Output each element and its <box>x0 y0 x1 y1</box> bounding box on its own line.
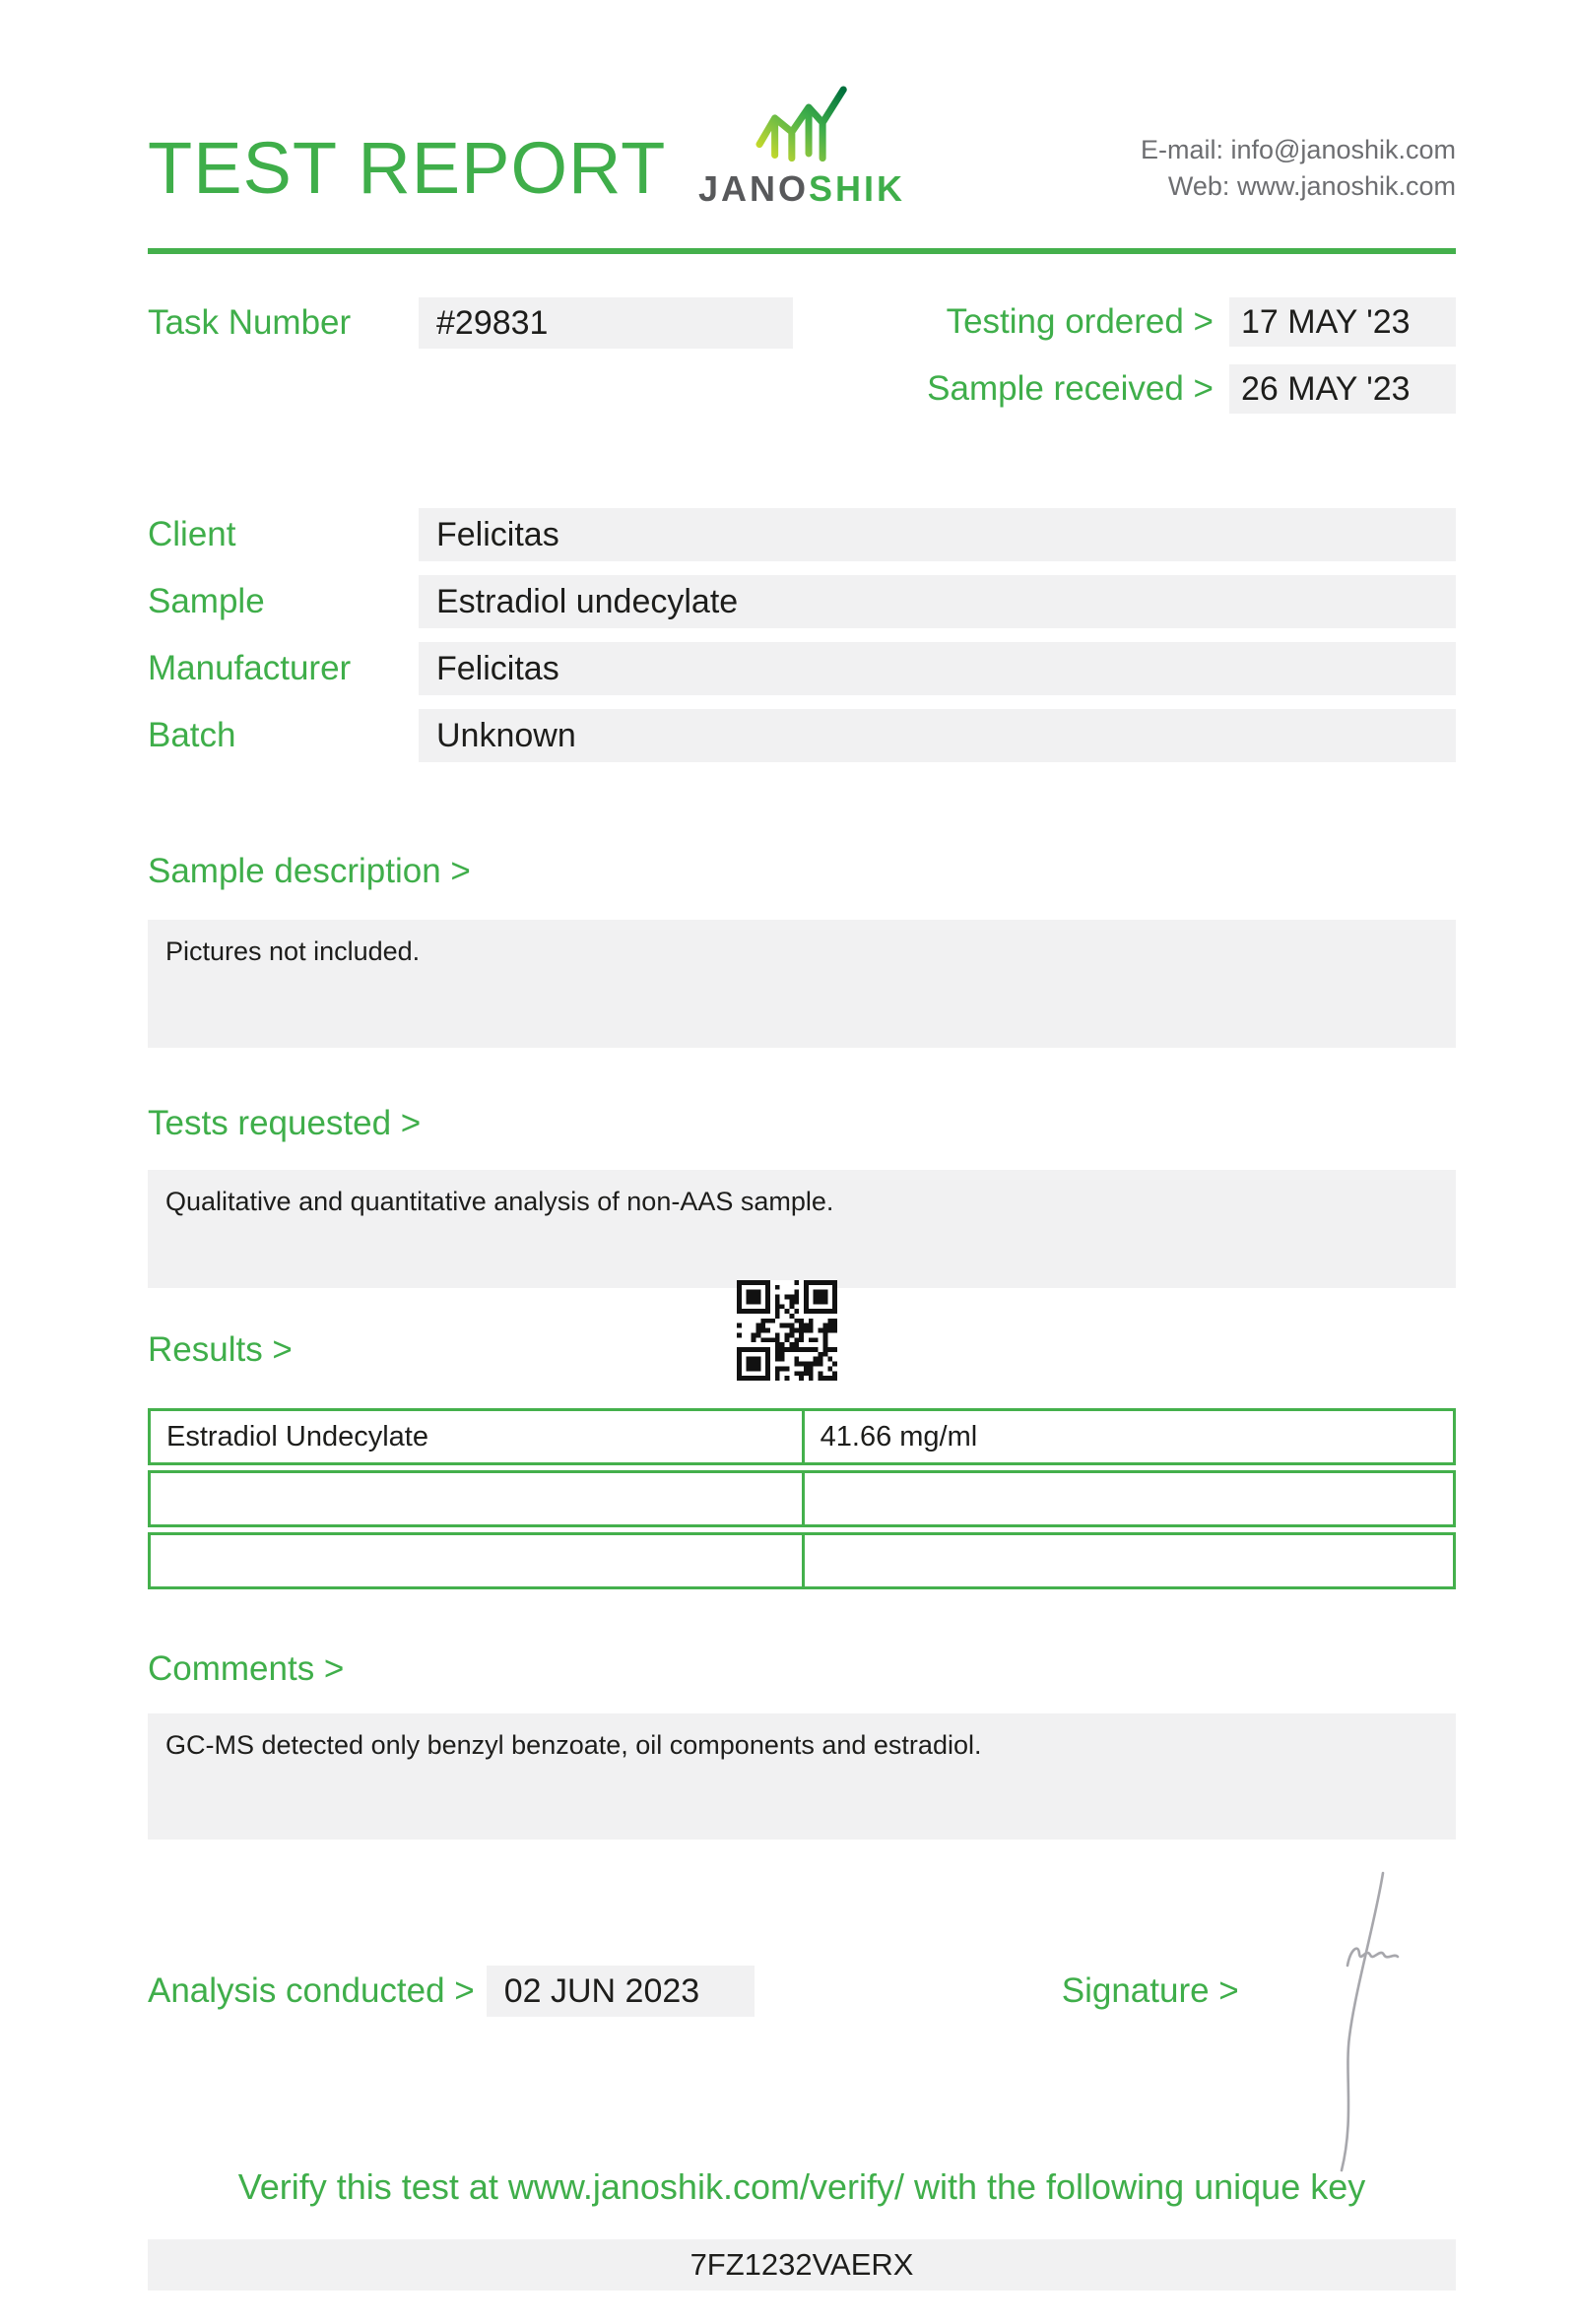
result-substance <box>151 1535 805 1586</box>
analysis-conducted-label: Analysis conducted > <box>148 1971 475 2010</box>
contact-info <box>905 132 1456 205</box>
sample-label: Sample <box>148 582 265 620</box>
result-substance <box>151 1473 805 1524</box>
results-table <box>148 1408 1456 1589</box>
verify-instruction: Verify this test at www.janoshik.com/verify/ with the following unique key <box>237 2166 1366 2207</box>
comments-box <box>148 1713 1456 1840</box>
analysis-conducted-value: 02 JUN 2023 <box>487 1966 755 2017</box>
logo-jano: JANO <box>697 168 810 209</box>
email-line: E-mail: info@janoshik.com <box>1140 135 1457 164</box>
sample-received-value: 26 MAY '23 <box>1229 364 1456 414</box>
batch-label: Batch <box>148 716 236 754</box>
dates-block <box>927 297 1456 414</box>
result-value: 41.66 mg/ml <box>820 1421 978 1452</box>
info-row-client <box>148 508 1456 561</box>
results-row <box>148 1470 1456 1527</box>
results-row <box>148 1532 1456 1589</box>
task-number-label: Task Number <box>148 303 352 342</box>
batch-value: Unknown <box>419 709 1456 762</box>
info-row-manufacturer <box>148 642 1456 695</box>
unique-key-box <box>148 2239 1456 2291</box>
results-header-area <box>148 1288 1456 1408</box>
results-row <box>148 1408 1456 1465</box>
comments-text: GC-MS detected only benzyl benzoate, oil components and estradiol. <box>165 1730 982 1760</box>
sample-description-box <box>148 920 1456 1048</box>
header-divider <box>148 248 1456 254</box>
sample-info-section <box>148 508 1456 762</box>
web-line: Web: www.janoshik.com <box>1167 171 1457 201</box>
client-label: Client <box>148 515 236 553</box>
result-value <box>805 1535 1453 1586</box>
manufacturer-value: Felicitas <box>419 642 1456 695</box>
info-row-sample <box>148 575 1456 628</box>
testing-ordered-label: Testing ordered > <box>946 302 1214 341</box>
sample-description-text: Pictures not included. <box>165 936 421 966</box>
result-value <box>805 1473 1453 1524</box>
tests-requested-heading: Tests requested > <box>148 1104 422 1142</box>
analysis-signature-row <box>148 1964 1456 2019</box>
tests-requested-text: Qualitative and quantitative analysis of non-AAS sample. <box>165 1187 834 1216</box>
qr-code <box>737 1280 837 1381</box>
tests-requested-box <box>148 1170 1456 1288</box>
sample-received-label: Sample received > <box>927 369 1214 408</box>
comments-heading: Comments > <box>148 1649 345 1688</box>
task-section <box>148 297 1456 414</box>
logo-shik: SHIK <box>809 168 906 209</box>
result-substance: Estradiol Undecylate <box>151 1411 805 1462</box>
manufacturer-label: Manufacturer <box>148 649 352 687</box>
janoshik-logo <box>698 83 905 207</box>
signature-label: Signature > <box>1061 1971 1239 2010</box>
sample-description-heading: Sample description > <box>148 852 471 890</box>
unique-key: 7FZ1232VAERX <box>690 2247 914 2282</box>
report-header <box>148 83 1456 207</box>
page-title: TEST REPORT <box>148 127 667 209</box>
task-number-row <box>148 297 927 349</box>
sample-received-row <box>927 364 1456 414</box>
results-heading: Results > <box>148 1330 293 1369</box>
testing-ordered-row <box>927 297 1456 347</box>
info-row-batch <box>148 709 1456 762</box>
signature-scribble <box>1298 1869 1418 2176</box>
client-value: Felicitas <box>419 508 1456 561</box>
testing-ordered-value: 17 MAY '23 <box>1229 297 1456 347</box>
sample-value: Estradiol undecylate <box>419 575 1456 628</box>
chart-growth-icon <box>740 83 864 167</box>
task-number-value: #29831 <box>419 297 793 349</box>
logo-wordmark <box>697 168 906 209</box>
